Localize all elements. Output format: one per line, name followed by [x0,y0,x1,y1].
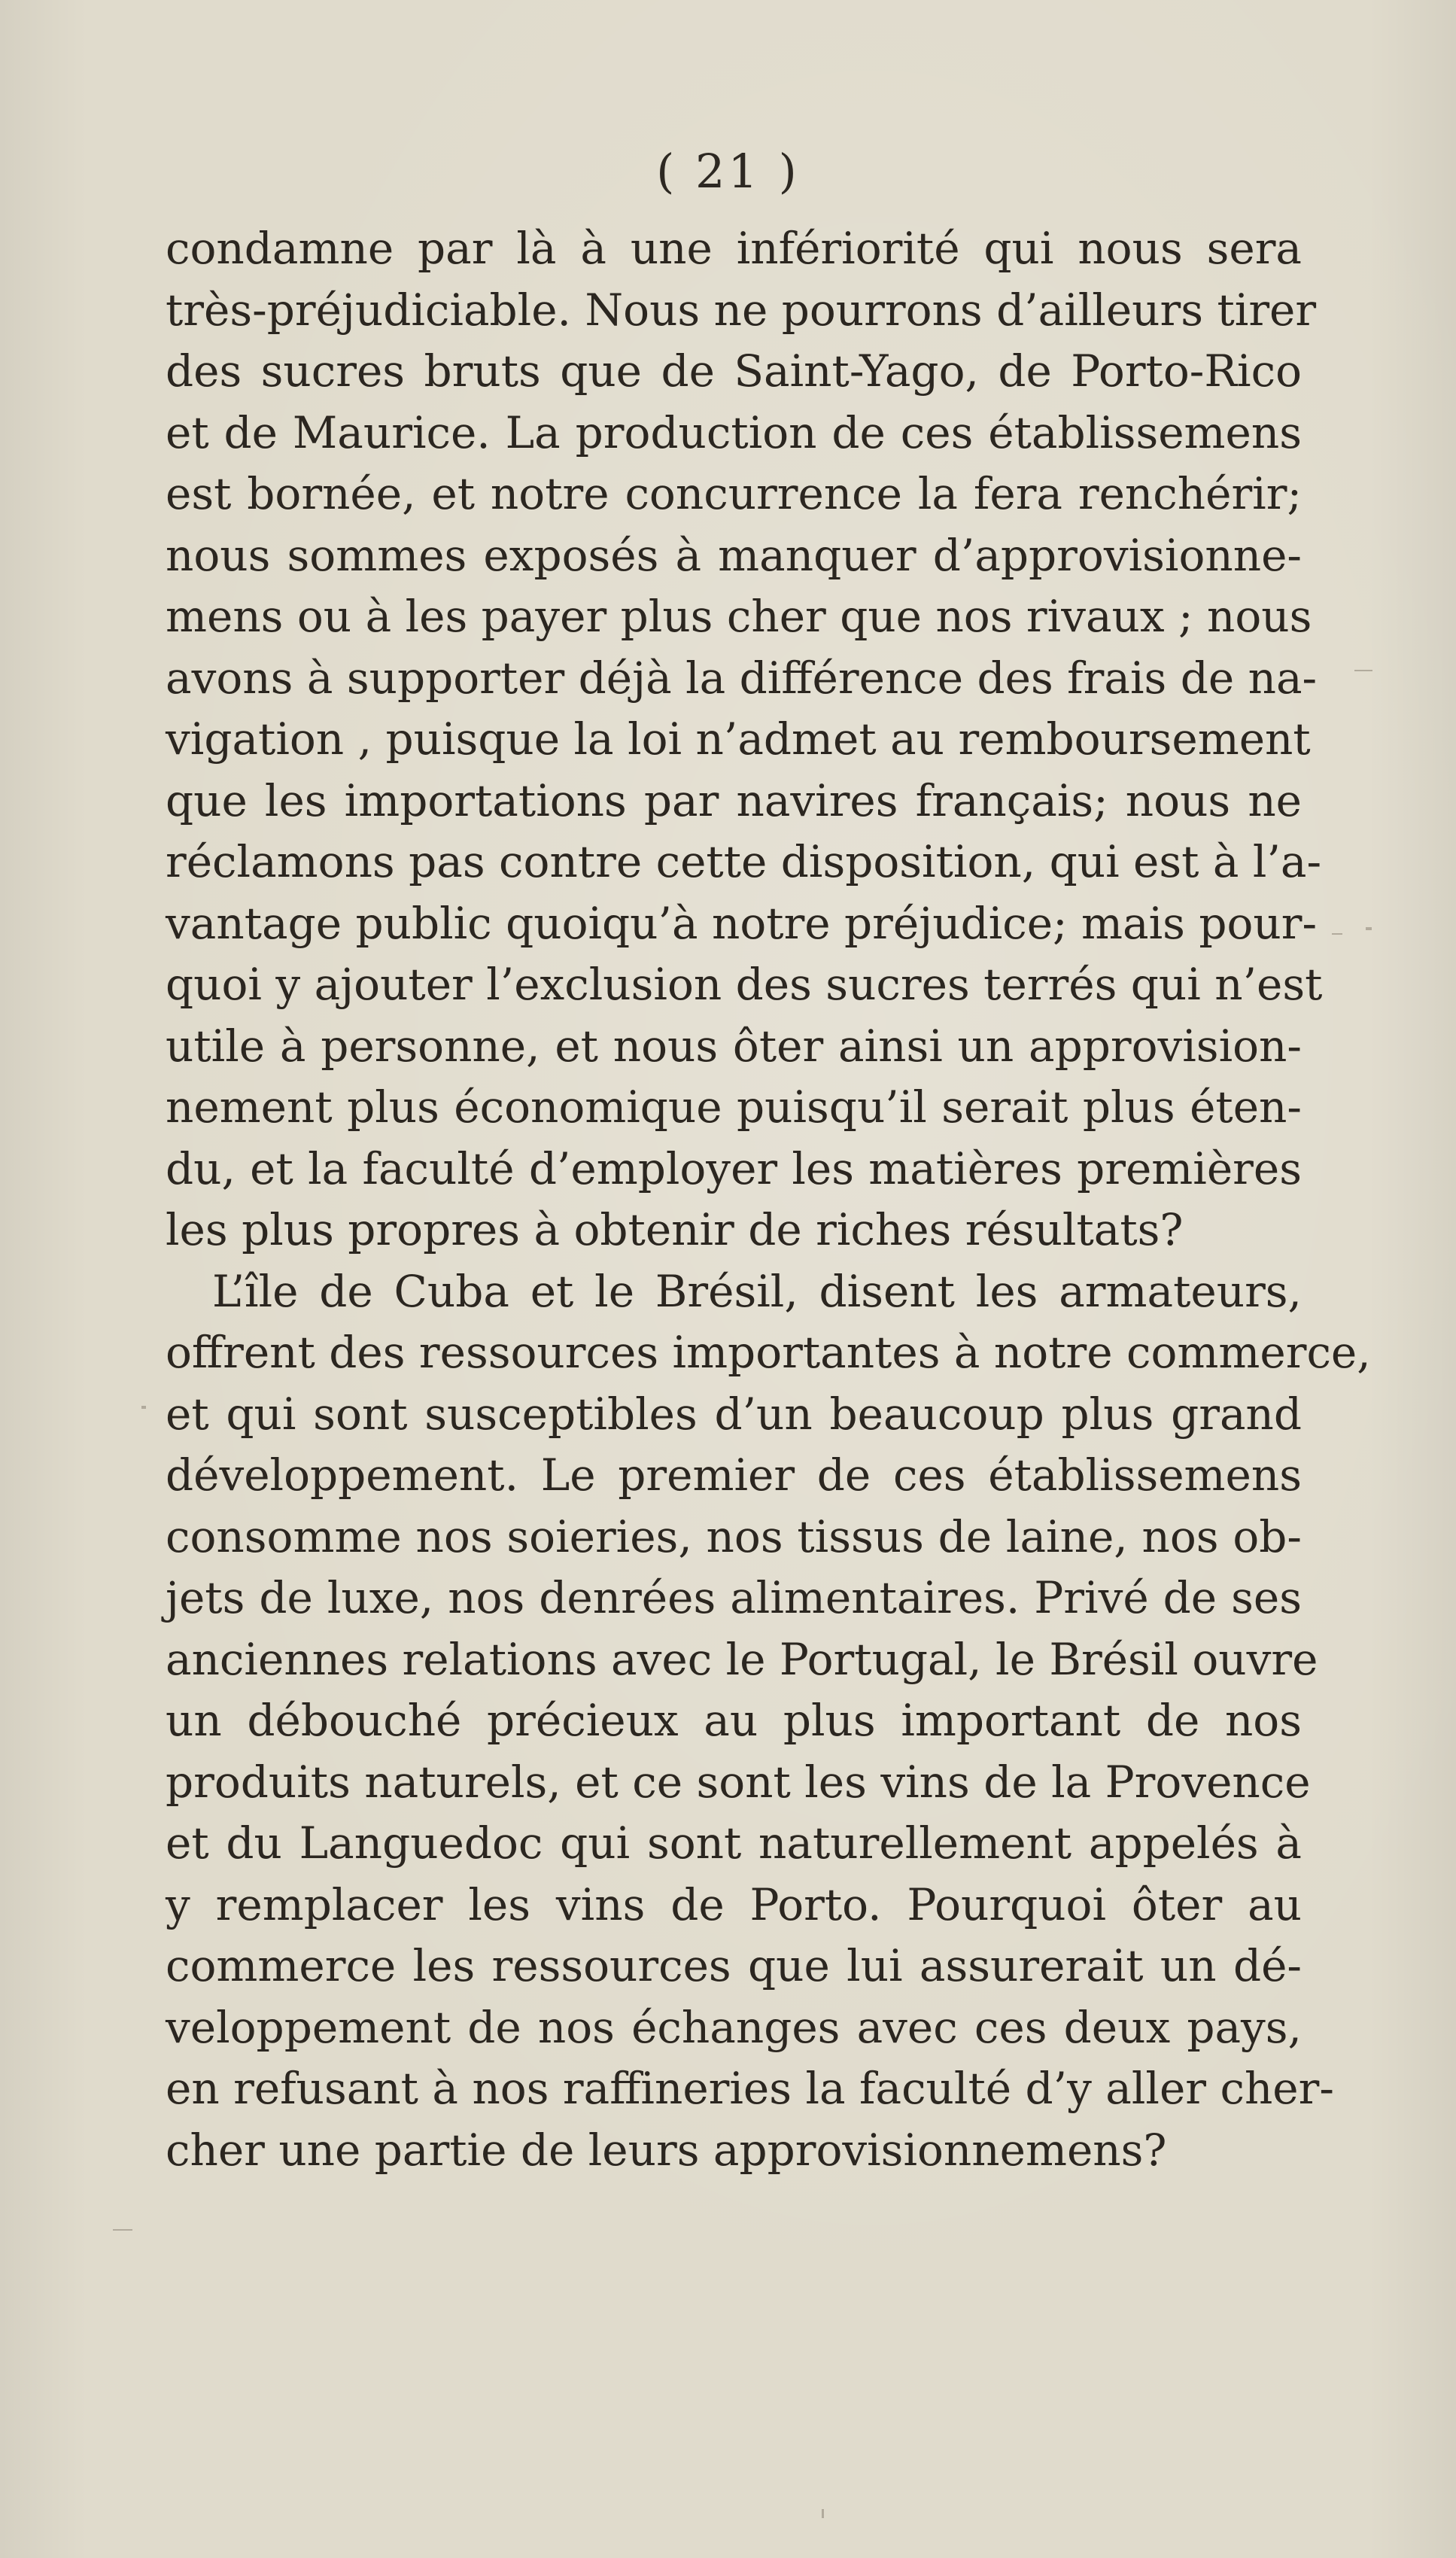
text-line: consomme nos soieries, nos tissus de laine, nos ob- [166,1510,1302,1562]
text-line: nement plus économique puisqu’il serait plus éten- [166,1081,1302,1133]
text-line: très-préjudiciable. Nous ne pourrons d’ailleurs tirer [166,284,1317,336]
text-line: et de Maurice. La production de ces établissemens [166,406,1302,458]
paper-speck [1332,933,1342,935]
text-line: un débouché précieux au plus important de nos [166,1695,1302,1746]
text-line: quoi y ajouter l’exclusion des sucres terrés qui n’est [166,959,1323,1010]
text-line: réclamons pas contre cette disposition, qui est à l’a- [166,836,1322,887]
text-line: vigation , puisque la loi n’admet au remboursement [166,713,1311,765]
text-line: est bornée, et notre concurrence la fera renchérir; [166,468,1302,519]
text-line: et du Languedoc qui sont naturellement appelés à [166,1817,1302,1869]
text-line: et qui sont susceptibles d’un beaucoup plus grand [166,1388,1302,1440]
text-line: cher une partie de leurs approvisionnemens? [166,2124,1167,2176]
text-line: vantage public quoiqu’à notre préjudice; mais pour- [166,897,1318,949]
text-line: les plus propres à obtenir de riches résultats? [166,1204,1184,1255]
text-line: du, et la faculté d’employer les matières premières [166,1142,1302,1194]
text-line: offrent des ressources importantes à notre commerce, [166,1327,1371,1378]
paragraph-1 [166,218,1323,1261]
text-line: développement. Le premier de ces établissemens [166,1449,1302,1501]
text-line: avons à supporter déjà la différence des frais de na- [166,652,1318,704]
text-line: des sucres bruts que de Saint-Yago, de Porto-Rico [166,345,1302,397]
paper-speck [822,2509,824,2518]
text-line: utile à personne, et nous ôter ainsi un approvision- [166,1020,1302,1072]
text-line: produits naturels, et ce sont les vins de la Provence [166,1756,1311,1808]
text-line: condamne par là à une infériorité qui nous sera [166,223,1302,274]
text-line: que les importations par navires français; nous ne [166,774,1302,826]
text-line: en refusant à nos raffineries la faculté d’y aller cher- [166,2063,1334,2114]
paper-speck [141,1406,146,1409]
text-line: nous sommes exposés à manquer d’approvisionne- [166,529,1302,581]
paragraph-2 [166,1261,1371,2182]
paper-speck [1354,670,1372,671]
text-line: veloppement de nos échanges avec ces deux pays, [166,2001,1302,2053]
body-text [166,218,1371,2181]
text-line: L’île de Cuba et le Brésil, disent les armateurs, [212,1265,1302,1317]
paper-speck [113,2229,132,2231]
paper-speck [1366,927,1372,930]
text-line: jets de luxe, nos denrées alimentaires. Privé de ses [166,1572,1302,1623]
text-line: commerce les ressources que lui assurerait un dé- [166,1940,1302,1991]
text-line: mens ou à les payer plus cher que nos rivaux ; nous [166,591,1312,642]
text-line: anciennes relations avec le Portugal, le Brésil ouvre [166,1633,1318,1685]
page-number: ( 21 ) [656,144,800,199]
text-line: y remplacer les vins de Porto. Pourquoi ôter au [166,1878,1302,1930]
